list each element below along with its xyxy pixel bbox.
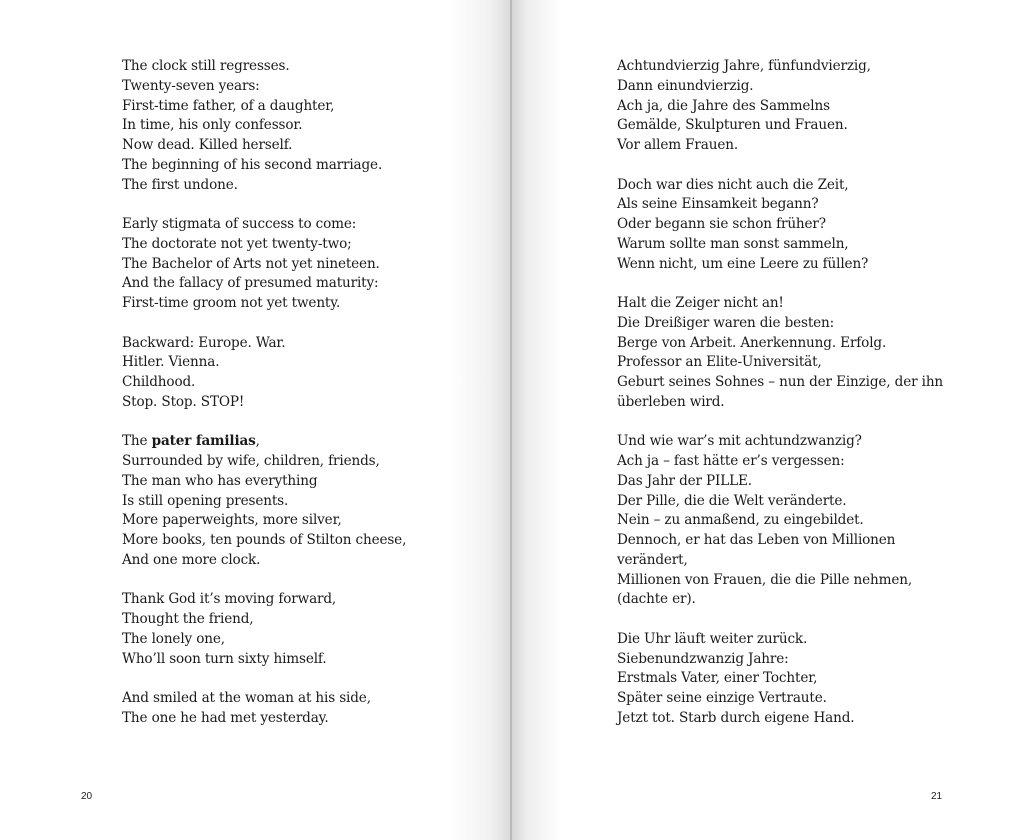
poem-line: Warum sollte man sonst sammeln, — [617, 235, 849, 252]
book-gutter — [510, 0, 512, 840]
poem-line: Dennoch, er hat das Leben von Millionen — [617, 532, 896, 548]
poem-line: First-time groom not yet twenty. — [122, 295, 341, 311]
poem-line: Und wie war’s mit achtundzwanzig? — [617, 433, 862, 450]
stanza — [617, 57, 947, 156]
poem-line: Die Dreißiger waren die besten: — [617, 314, 835, 331]
poem-line: Dann einundvierzig. — [617, 77, 754, 94]
left-poem-text — [122, 57, 482, 748]
poem-line: Der Pille, die die Welt veränderte. — [617, 492, 847, 509]
poem-line: Who’ll soon turn sixty himself. — [122, 650, 327, 667]
poem-line: The first undone. — [122, 176, 238, 193]
right-poem-text — [617, 57, 947, 748]
poem-line: The beginning of his second marriage. — [122, 156, 383, 173]
poem-line: Erstmals Vater, einer Tochter, — [617, 670, 818, 687]
poem-line: Geburt seines Sohnes – nun der Einzige, der ihn — [617, 374, 944, 390]
poem-line: Siebenundzwanzig Jahre: — [617, 650, 789, 667]
poem-line: Millionen von Frauen, die die Pille nehmen, — [617, 571, 913, 588]
poem-line: First-time father, of a daughter, — [122, 97, 335, 114]
stanza — [617, 630, 947, 729]
stanza — [122, 215, 482, 314]
stanza — [617, 176, 947, 275]
poem-line: Ach ja – fast hätte er’s vergessen: — [617, 453, 845, 469]
poem-line: verändert, — [617, 551, 688, 568]
page-number-left: 20 — [81, 791, 93, 802]
poem-line: Oder begann sie schon früher? — [617, 216, 826, 232]
poem-line: Achtundvierzig Jahre, fünfundvierzig, — [617, 58, 871, 74]
poem-line: Twenty-seven years: — [122, 77, 260, 94]
pater-familias-bold: pater familias — [151, 433, 256, 450]
stanza — [122, 689, 482, 729]
pater-line-prefix: The — [122, 433, 152, 450]
poem-line: Später seine einzige Vertraute. — [617, 690, 827, 706]
stanza — [617, 432, 947, 610]
poem-line: Das Jahr der PILLE. — [617, 472, 752, 489]
poem-line: Childhood. — [122, 374, 196, 390]
pater-familias-line — [122, 432, 482, 452]
poem-line: Stop. Stop. STOP! — [122, 393, 245, 410]
poem-line: Is still opening presents. — [122, 492, 289, 509]
poem-line: Als seine Einsamkeit begann? — [617, 196, 819, 213]
poem-line: Early stigmata of success to come: — [122, 216, 357, 232]
poem-line: (dachte er). — [617, 591, 696, 608]
poem-line: Surrounded by wife, children, friends, — [122, 453, 380, 469]
poem-line: In time, his only confessor. — [122, 117, 303, 134]
poem-line: The lonely one, — [122, 630, 225, 647]
poem-line: More paperweights, more silver, — [122, 512, 342, 529]
poem-line: And smiled at the woman at his side, — [122, 690, 371, 706]
poem-line: Gemälde, Skulpturen und Frauen. — [617, 117, 848, 134]
stanza — [122, 590, 482, 669]
poem-line: Doch war dies nicht auch die Zeit, — [617, 176, 849, 193]
page-number-right: 21 — [931, 791, 943, 802]
poem-line: Thank God it’s moving forward, — [122, 591, 337, 608]
stanza — [617, 294, 947, 413]
poem-line: The one he had met yesterday. — [122, 709, 329, 726]
poem-line: Backward: Europe. War. — [122, 334, 286, 351]
stanza — [122, 334, 482, 413]
stanza — [122, 432, 482, 570]
poem-line: The Bachelor of Arts not yet nineteen. — [122, 255, 380, 272]
poem-line: Professor an Elite-Universität, — [617, 354, 822, 371]
poem-line: And one more clock. — [122, 551, 261, 568]
poem-line: Berge von Arbeit. Anerkennung. Erfolg. — [617, 334, 887, 351]
pater-line-suffix: , — [255, 433, 260, 450]
poem-line: Vor allem Frauen. — [617, 137, 738, 153]
stanza — [122, 57, 482, 195]
poem-line: Now dead. Killed herself. — [122, 137, 293, 153]
poem-line: The man who has everything — [122, 472, 318, 489]
poem-line: Halt die Zeiger nicht an! — [617, 295, 784, 311]
poem-line: The doctorate not yet twenty-two; — [122, 235, 352, 252]
poem-line: Die Uhr läuft weiter zurück. — [617, 630, 808, 647]
poem-line: Nein – zu anmaßend, zu eingebildet. — [617, 512, 864, 529]
poem-line: überleben wird. — [617, 393, 725, 410]
poem-line: More books, ten pounds of Stilton cheese, — [122, 532, 407, 548]
poem-line: Jetzt tot. Starb durch eigene Hand. — [617, 709, 855, 726]
poem-line: Wenn nicht, um eine Leere zu füllen? — [617, 255, 869, 272]
poem-line: The clock still regresses. — [122, 58, 290, 74]
left-page — [0, 0, 511, 840]
poem-line: Thought the friend, — [122, 611, 254, 627]
poem-line: And the fallacy of presumed maturity: — [122, 275, 379, 292]
poem-line: Ach ja, die Jahre des Sammelns — [617, 97, 830, 114]
poem-line: Hitler. Vienna. — [122, 354, 220, 371]
right-page — [511, 0, 1024, 840]
